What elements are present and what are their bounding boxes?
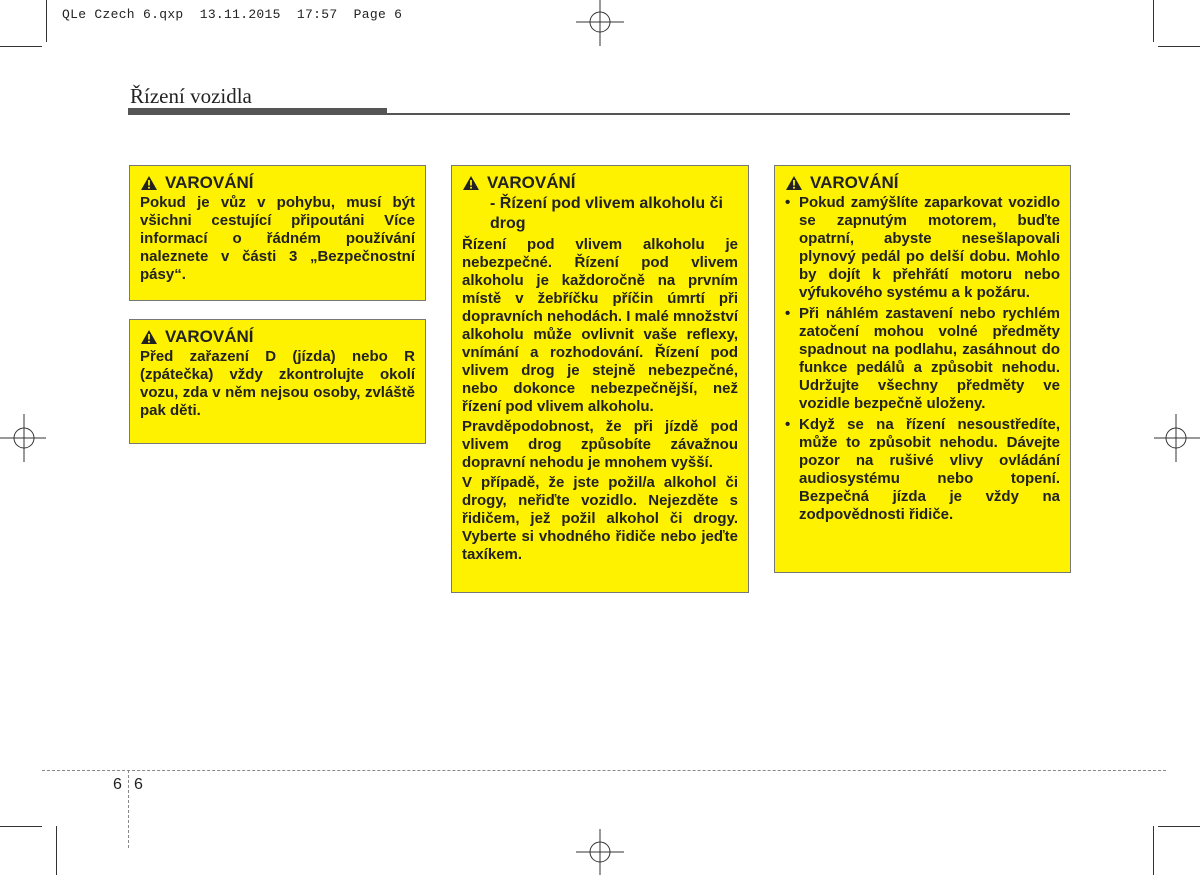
registration-mark-icon xyxy=(1152,410,1200,466)
warning-subtitle: - Řízení pod vlivem alkoholu či drog xyxy=(490,195,723,232)
warning-box-seatbelts xyxy=(129,165,426,301)
warning-title: VAROVÁNÍ xyxy=(165,327,254,346)
warning-box-alcohol-drugs xyxy=(451,165,749,593)
warning-heading xyxy=(462,174,738,192)
warning-text: Před zařazení D (jízda) nebo R (zpátečka) vždy zkontrolujte okolí vozu, zda v něm nejsou osoby, zvláště pak děti. xyxy=(140,348,415,419)
warning-triangle-icon xyxy=(462,175,480,191)
crop-mark xyxy=(46,0,47,42)
list-item: • Při náhlém zastavení nebo rychlém zatočení mohou volné předměty spadnout na podlahu, zasáhnout do funkce pedálů a způsobit nehodu. Udržujte všechny předměty ve vozidle bezpečně uloženy. xyxy=(785,305,1060,413)
registration-mark-icon xyxy=(0,410,48,466)
warning-heading xyxy=(785,174,1060,192)
registration-mark-icon xyxy=(573,827,627,875)
warning-triangle-icon xyxy=(140,329,158,345)
header-rule-thin xyxy=(387,113,1070,115)
list-item: • Když se na řízení nesoustředíte, může to způsobit nehodu. Dávejte pozor na rušivé vlivy ovládání audiosystému nebo topení. Bezpečná jízda je vždy na zodpovědnosti řidiče. xyxy=(785,416,1060,524)
warning-title: VAROVÁNÍ xyxy=(487,173,576,192)
warning-text: Pravděpodobnost, že při jízdě pod vlivem drog způsobíte závažnou dopravní nehodu je mnohem vyšší. xyxy=(462,418,738,471)
warning-text: V případě, že jste požil/a alkohol či drogy, neřiďte vozidlo. Nejezděte s řidičem, jež požil alkohol či drogy. Vyberte si vhodného řidiče nebo jeďte taxíkem. xyxy=(462,474,738,563)
crop-mark xyxy=(1158,826,1200,827)
warning-triangle-icon xyxy=(785,175,803,191)
page-number-chapter: 6 xyxy=(113,776,122,793)
crop-mark xyxy=(0,826,42,827)
crop-mark xyxy=(56,826,57,875)
footer-dashed-divider xyxy=(128,770,129,848)
page-number: 6 xyxy=(134,776,143,793)
crop-mark xyxy=(1153,826,1154,875)
warning-text: Pokud je vůz v pohybu, musí být všichni cestující připoutáni Více informací o řádném používání naleznete v části 3 „Bezpečnostní pásy“. xyxy=(140,194,415,283)
warning-box-parking-distraction xyxy=(774,165,1071,573)
crop-mark xyxy=(1158,46,1200,47)
warning-title: VAROVÁNÍ xyxy=(810,173,899,192)
header-rule-thick xyxy=(128,108,387,115)
warning-list xyxy=(785,194,1060,524)
registration-mark-icon xyxy=(573,0,627,48)
list-item: • Pokud zamýšlíte zaparkovat vozidlo se zapnutým motorem, buďte opatrní, abyste nesešlapovali plynový pedál po delší dobu. Mohlo by dojít k přehřátí motoru nebo výfukového systému a k požáru. xyxy=(785,194,1060,302)
warning-box-gear-shift xyxy=(129,319,426,444)
warning-text: Řízení pod vlivem alkoholu je nebezpečné. Řízení pod vlivem alkoholu je každoročně na prvním místě v žebříčku příčin úmrtí při dopravních nehodách. I malé množství alkoholu může ovlivnit vaše reflexy, vnímání a rozhodování. Řízení pod vlivem drog je stejně nebezpečné, nebo dokonce nebezpečnější, než řízení pod vlivem alkoholu. xyxy=(462,236,738,415)
crop-mark xyxy=(0,46,42,47)
warning-triangle-icon xyxy=(140,175,158,191)
warning-heading xyxy=(140,328,415,346)
section-title: Řízení vozidla xyxy=(130,84,252,108)
warning-title: VAROVÁNÍ xyxy=(165,173,254,192)
warning-heading xyxy=(140,174,415,192)
crop-mark xyxy=(1153,0,1154,42)
print-slug: QLe Czech 6.qxp 13.11.2015 17:57 Page 6 xyxy=(62,7,403,22)
footer-dashed-rule xyxy=(42,770,1166,771)
